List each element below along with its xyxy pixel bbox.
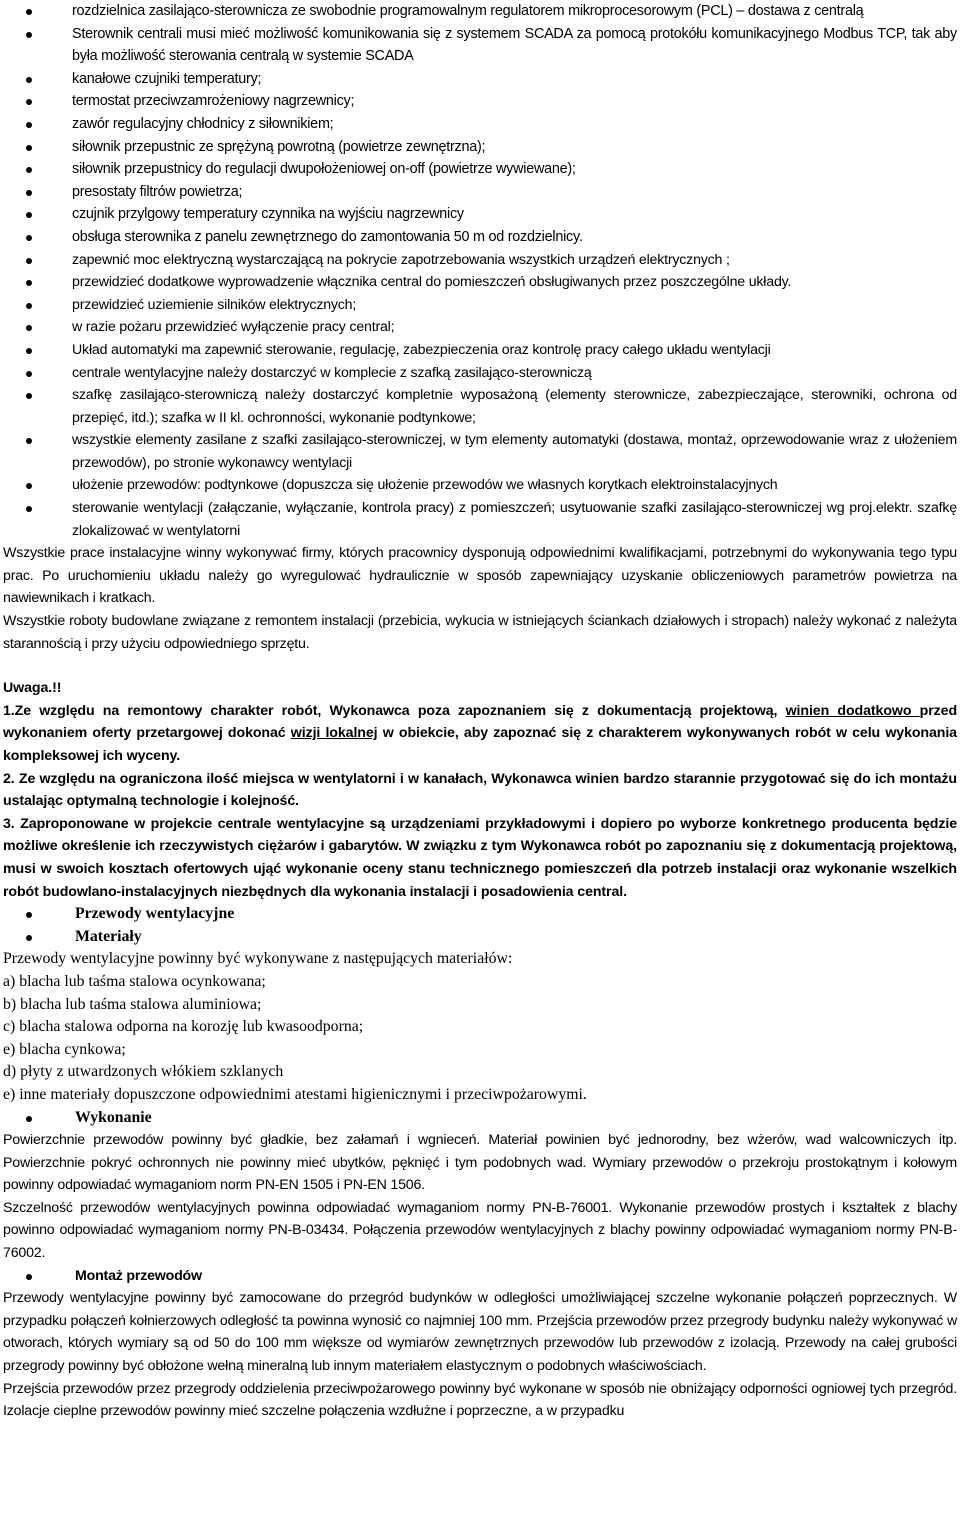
automation-requirements-list bbox=[3, 0, 957, 249]
bullet-icon bbox=[26, 122, 32, 128]
bullet-icon bbox=[26, 348, 32, 354]
list-item: presostaty filtrów powietrza; bbox=[3, 181, 957, 204]
list-item: szafkę zasilająco-sterowniczą należy dostarczyć kompletnie wyposażoną (elementy sterownicze, zabezpieczające, sterowniki, ochrona od przepięć, itd.); szafka w II kl. ochronności, wykonanie podtynkowe; bbox=[3, 384, 957, 429]
list-item: czujnik przylgowy temperatury czynnika na wyjściu nagrzewnicy bbox=[3, 203, 957, 226]
material-item: a) blacha lub taśma stalowa ocynkowana; bbox=[3, 972, 266, 990]
montaz-paragraph-2: Przejścia przewodów przez przegrody oddzielenia przeciwpożarowego powinny być wykonane w sposób nie obniżający odporności ogniowej tych przegród. Izolacje cieplne przewodów powinny mieć szczelne połączenia wzdłużne i poprzeczne, a w przypadku bbox=[3, 1380, 957, 1420]
bullet-icon bbox=[26, 145, 32, 151]
material-item: b) blacha lub taśma stalowa aluminiowa; bbox=[3, 995, 262, 1013]
section-heading-montaz: Montaż przewodów bbox=[3, 1265, 957, 1288]
material-item: c) blacha stalowa odporna na korozję lub kwasoodporna; bbox=[3, 1018, 364, 1036]
wykonanie-paragraph-2: Szczelność przewodów wentylacyjnych powinna odpowiadać wymaganiom normy PN-B-76001. Wykonanie przewodów prostych i kształtek z blachy powinno odpowiadać wymaganiom normy PN-B-03434. Połączenia przewodów wentylacyjnych z blachy powinny odpowiadać wymaganiom normy PN-B-76002. bbox=[3, 1199, 957, 1262]
bullet-icon bbox=[26, 1274, 32, 1280]
document-page bbox=[3, 0, 957, 1423]
bullet-icon bbox=[26, 438, 32, 444]
warning-point-3: 3. Zaproponowane w projekcie centrale wentylacyjne są urządzeniami przykładowymi i dopiero po wyborze konkretnego producenta będzie możliwe określenie ich rzeczywistych ciężarów i gabarytów. W związku z tym Wykonawca robót po zapoznaniu się z dokumentacją projektową, musi w swoich kosztach ofertowych ująć wykonanie oceny stanu technicznego pomieszczeń dla potrzeb instalacji oraz wykonanie wszelkich robót budowlano-instalacyjnych niezbędnych dla wykonania instalacji i posadowienia central. bbox=[3, 815, 957, 900]
electrical-requirements-list bbox=[3, 249, 957, 543]
warning-point-1: 1.Ze względu na remontowy charakter robót, Wykonawca poza zapoznaniem się z dokumentacją projektową, winien dodatkowo przed wykonaniem oferty przetargowej dokonać wizji lokalnej w obiekcie, aby zapoznać się z charakterem wykonywanych robót w celu wykonania kompleksowej ich wyceny. bbox=[3, 702, 958, 764]
bullet-icon bbox=[26, 371, 32, 377]
bullet-icon bbox=[26, 303, 32, 309]
list-item: centrale wentylacyjne należy dostarczyć w komplecie z szafką zasilająco-sterowniczą bbox=[3, 362, 957, 385]
material-item: e) blacha cynkowa; bbox=[3, 1040, 126, 1058]
material-item: e) inne materiały dopuszczone odpowiednimi atestami higienicznymi i przeciwpożarowymi. bbox=[3, 1085, 587, 1103]
qualifications-paragraph: Wszystkie prace instalacyjne winny wykonywać firmy, których pracownicy dysponują odpowiednimi kwalifikacjami, potrzebnymi do wykonywania tego typu prac. Po uruchomieniu układu należy go wyregulować hydraulicznie w sposób zapewniający uzyskanie obliczeniowych parametrów powietrza na nawiewnikach i kratkach. bbox=[3, 545, 957, 607]
list-item: kanałowe czujniki temperatury; bbox=[3, 68, 957, 91]
section-heading-materialy: Materiały bbox=[3, 926, 957, 949]
bullet-icon bbox=[26, 77, 32, 83]
montaz-paragraph-1: Przewody wentylacyjne powinny być zamocowane do przegród budynków w odległości umożliwiającej szczelne wykonanie połączeń poprzecznych. W przypadku połączeń kołnierzowych odległość ta powinna wynosić co najmniej 100 mm. Przejścia przewodów przez przegrody budynku należy wykonywać w otworach, których wymiary są od 50 do 100 mm większe od wymiarów zewnętrznych przewodów lub przewodów z izolacją. Przewody na całej grubości przegrody powinny być obłożone wełną mineralną lub innym materiałem elastycznym o podobnych właściwościach. bbox=[3, 1290, 957, 1375]
bullet-icon bbox=[26, 258, 32, 264]
bullet-icon bbox=[26, 99, 32, 105]
list-item: rozdzielnica zasilająco-sterownicza ze swobodnie programowalnym regulatorem mikroprocesorowym (PCL) – dostawa z centralą bbox=[3, 0, 957, 23]
warning-point-2: 2. Ze względu na ograniczona ilość miejsca w wentylatorni i w kanałach, Wykonawca winien bardzo starannie przygotować się do ich montażu ustalając optymalną technologie i kolejność. bbox=[3, 770, 957, 810]
list-item: wszystkie elementy zasilane z szafki zasilająco-sterowniczej, w tym elementy automatyki (dostawa, montaż, oprzewodowanie wraz z ułożeniem przewodów), po stronie wykonawcy wentylacji bbox=[3, 429, 957, 474]
bullet-icon bbox=[26, 1116, 32, 1122]
list-item: w razie pożaru przewidzieć wyłączenie pracy central; bbox=[3, 316, 957, 339]
list-item: siłownik przepustnicy do regulacji dwupołożeniowej on-off (powietrze wywiewane); bbox=[3, 158, 957, 181]
list-item: ułożenie przewodów: podtynkowe (dopuszcza się ułożenie przewodów we własnych korytkach elektroinstalacyjnych bbox=[3, 474, 957, 497]
bullet-icon bbox=[26, 393, 32, 399]
list-item: przewidzieć dodatkowe wyprowadzenie włącznika central do pomieszczeń obsługiwanych przez poszczególne układy. bbox=[3, 271, 957, 294]
list-item: siłownik przepustnic ze sprężyną powrotną (powietrze zewnętrzna); bbox=[3, 136, 957, 159]
materials-intro: Przewody wentylacyjne powinny być wykonywane z następujących materiałów: bbox=[3, 950, 513, 968]
warning-title: Uwaga.!! bbox=[3, 680, 62, 697]
bullet-icon bbox=[26, 325, 32, 331]
list-item: zapewnić moc elektryczną wystarczającą na pokrycie zapotrzebowania wszystkich urządzeń elektrycznych ; bbox=[3, 249, 957, 272]
bullet-icon bbox=[26, 32, 32, 38]
material-item: d) płyty z utwardzonych włókiem szklanych bbox=[3, 1063, 284, 1081]
section-heading-przewody: Przewody wentylacyjne bbox=[3, 903, 957, 926]
bullet-icon bbox=[26, 9, 32, 15]
warning-section bbox=[3, 677, 957, 903]
bullet-icon bbox=[26, 212, 32, 218]
bullet-icon bbox=[26, 167, 32, 173]
construction-works-paragraph: Wszystkie roboty budowlane związane z remontem instalacji (przebicia, wykucia w istniejących ściankach działowych i stropach) należy wykonać z należyta starannością i przy użyciu odpowiedniego sprzętu. bbox=[3, 613, 957, 652]
section-heading-wykonanie: Wykonanie bbox=[3, 1107, 957, 1130]
bullet-icon bbox=[26, 935, 32, 941]
list-item: sterowanie wentylacji (załączanie, wyłączanie, kontrola pracy) z pomieszczeń; usytuowanie szafki zasilająco-sterowniczej wg proj.elektr. szafkę zlokalizować w wentylatorni bbox=[3, 497, 957, 542]
list-item: Układ automatyki ma zapewnić sterowanie, regulację, zabezpieczenia oraz kontrolę pracy całego układu wentylacji bbox=[3, 339, 957, 362]
bullet-icon bbox=[26, 190, 32, 196]
list-item: termostat przeciwzamrożeniowy nagrzewnicy; bbox=[3, 90, 957, 113]
bullet-icon bbox=[26, 235, 32, 241]
list-item: zawór regulacyjny chłodnicy z siłownikiem; bbox=[3, 113, 957, 136]
list-item: Sterownik centrali musi mieć możliwość komunikowania się z systemem SCADA za pomocą protokółu komunikacyjnego Modbus TCP, tak aby była możliwość sterowania centralą w systemie SCADA bbox=[3, 23, 957, 68]
bullet-icon bbox=[26, 506, 32, 512]
list-item: obsługa sterownika z panelu zewnętrznego do zamontowania 50 m od rozdzielnicy. bbox=[3, 226, 957, 249]
bullet-icon bbox=[26, 912, 32, 918]
bullet-icon bbox=[26, 483, 32, 489]
bullet-icon bbox=[26, 280, 32, 286]
list-item: przewidzieć uziemienie silników elektrycznych; bbox=[3, 294, 957, 317]
wykonanie-paragraph-1: Powierzchnie przewodów powinny być gładkie, bez załamań i wgnieceń. Materiał powinien być jednorodny, bez wżerów, wad walcowniczych itp. Powierzchnie pokryć ochronnych nie powinny mieć ubytków, pęknięć i tym podobnych wad. Wymiary przewodów o przekroju prostokątnym i kołowym powinny odpowiadać wymaganiom norm PN-EN 1505 i PN-EN 1506. bbox=[3, 1132, 957, 1194]
